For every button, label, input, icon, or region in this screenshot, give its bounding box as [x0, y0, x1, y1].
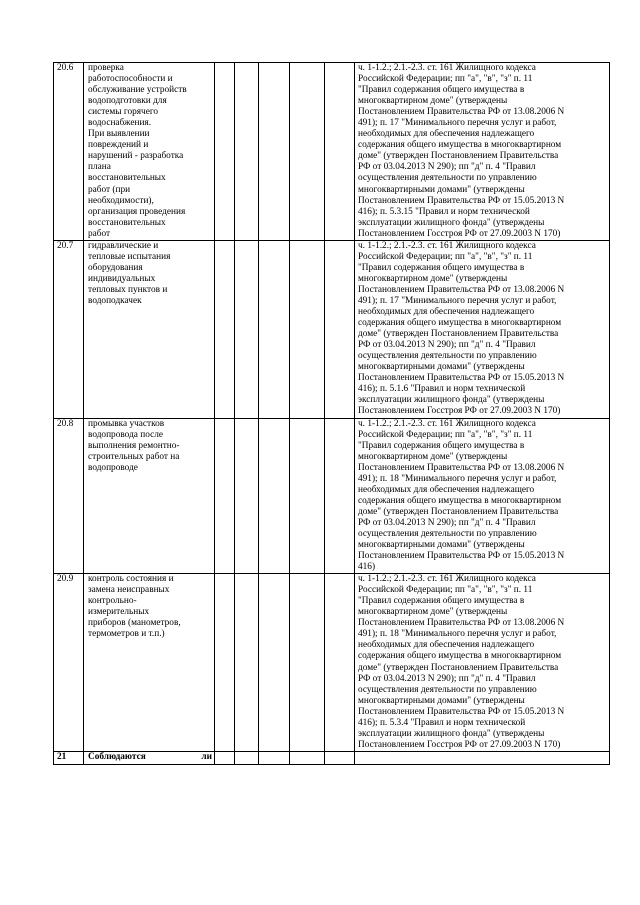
legal-basis-line: многоквартирными домами" (утверждены	[358, 695, 525, 706]
legal-basis-line: Постановлением Правительства РФ от 15.05.2013 N	[358, 195, 565, 206]
description-line: При выявлении	[88, 129, 150, 140]
legal-basis-line: доме" (утвержден Постановлением Правительства	[358, 506, 559, 517]
empty-cell	[290, 240, 325, 418]
description-line: необходимости),	[88, 195, 154, 206]
empty-cell	[355, 751, 610, 764]
empty-cell	[325, 418, 355, 574]
description-line: измерительных	[88, 607, 150, 618]
legal-basis-line: содержания общего имущества в многоквартирном	[358, 318, 562, 329]
empty-cell	[235, 63, 259, 241]
empty-cell	[290, 63, 325, 241]
legal-basis-line: Постановлением Правительства РФ от 13.08.2006 N	[358, 107, 565, 118]
empty-cell	[290, 418, 325, 574]
table-row	[54, 574, 610, 752]
legal-basis-line: эксплуатации жилищного фонда" (утверждены	[358, 728, 545, 739]
legal-basis-line: содержания общего имущества в многоквартирном	[358, 651, 562, 662]
legal-basis-line: 491); п. 18 "Минимального перечня услуг и работ,	[358, 629, 557, 640]
row-number: 20.8	[54, 418, 84, 574]
legal-basis-line: Постановлением Правительства РФ от 13.08.2006 N	[358, 618, 565, 629]
legal-basis-line: Постановлением Правительства РФ от 15.05.2013 N	[358, 551, 565, 562]
empty-cell	[259, 574, 290, 752]
table-body	[54, 63, 610, 765]
legal-basis-line: Постановлением Правительства РФ от 15.05.2013 N	[358, 373, 565, 384]
row-number: 21	[54, 751, 84, 764]
description-line	[88, 752, 212, 763]
description-line: восстановительных	[88, 217, 166, 228]
empty-cell	[235, 751, 259, 764]
legal-basis-line: ч. 1-1.2.; 2.1.-2.3. ст. 161 Жилищного кодекса	[358, 574, 536, 585]
legal-basis	[355, 240, 610, 418]
table-row	[54, 63, 610, 241]
description-line: контроль состояния и	[88, 574, 174, 585]
description-line: тепловых пунктов и	[88, 284, 168, 295]
legal-basis-line: многоквартирными домами" (утверждены	[358, 362, 525, 373]
legal-basis-line: необходимых для обеспечения надлежащего	[358, 484, 535, 495]
description-line: приборов (манометров,	[88, 618, 181, 629]
legal-basis-line: многоквартирном доме" (утверждены	[358, 96, 508, 107]
legal-basis-line: Российской Федерации; пп "а", "в", "з" п. 11	[358, 251, 533, 262]
empty-cell	[325, 574, 355, 752]
legal-basis-line: осуществления деятельности по управлению	[358, 528, 537, 539]
description-line: промывка участков	[88, 418, 165, 429]
description-line: работоспособности и	[88, 74, 173, 85]
empty-cell	[325, 751, 355, 764]
legal-basis	[355, 418, 610, 574]
legal-basis-line: "Правил содержания общего имущества в	[358, 596, 525, 607]
empty-cell	[215, 240, 235, 418]
legal-basis-line: 416); п. 5.3.15 "Правил и норм технической	[358, 206, 530, 217]
legal-basis-line: 491); п. 17 "Минимального перечня услуг и работ,	[358, 118, 557, 129]
description-line: работ (при	[88, 184, 131, 195]
empty-cell	[290, 751, 325, 764]
legal-basis-line: многоквартирном доме" (утверждены	[358, 607, 508, 618]
empty-cell	[259, 240, 290, 418]
legal-basis-line: 491); п. 17 "Минимального перечня услуг и работ,	[358, 295, 557, 306]
legal-basis-line: эксплуатации жилищного фонда" (утверждены	[358, 217, 545, 228]
legal-basis-line: 491); п. 18 "Минимального перечня услуг и работ,	[358, 473, 557, 484]
empty-cell	[259, 63, 290, 241]
empty-cell	[215, 751, 235, 764]
empty-cell	[325, 240, 355, 418]
legal-basis-line: "Правил содержания общего имущества в	[358, 262, 525, 273]
legal-basis-line: РФ от 03.04.2013 N 290); пп "д" п. 4 "Правил	[358, 340, 536, 351]
table-row	[54, 418, 610, 574]
empty-cell	[235, 418, 259, 574]
description-line: повреждений и	[88, 140, 149, 151]
legal-basis	[355, 63, 610, 241]
description-line: водоподготовки для	[88, 96, 167, 107]
legal-basis-line: "Правил содержания общего имущества в	[358, 85, 525, 96]
legal-basis-line: осуществления деятельности по управлению	[358, 351, 537, 362]
legal-basis-line: необходимых для обеспечения надлежащего	[358, 640, 535, 651]
empty-cell	[290, 574, 325, 752]
legal-basis-line: 416)	[358, 562, 376, 573]
work-description	[84, 751, 215, 764]
row-number: 20.6	[54, 63, 84, 241]
description-line: восстановительных	[88, 173, 166, 184]
legal-basis-line: доме" (утвержден Постановлением Правительства	[358, 662, 559, 673]
legal-basis-line: Постановлением Госстроя РФ от 27.09.2003 N 170)	[358, 228, 561, 239]
empty-cell	[235, 574, 259, 752]
legal-basis-line: ч. 1-1.2.; 2.1.-2.3. ст. 161 Жилищного кодекса	[358, 240, 536, 251]
description-line: строительных работ на	[88, 451, 180, 462]
description-line: работ	[88, 228, 111, 239]
description-line: нарушений - разработка	[88, 151, 184, 162]
description-line: индивидуальных	[88, 273, 156, 284]
requirements-table	[53, 62, 610, 765]
legal-basis-line: необходимых для обеспечения надлежащего	[358, 307, 535, 318]
description-line: водоснабжения.	[88, 118, 152, 129]
work-description	[84, 63, 215, 241]
description-line: водопровода после	[88, 429, 163, 440]
legal-basis-line: "Правил содержания общего имущества в	[358, 440, 525, 451]
legal-basis-line: РФ от 03.04.2013 N 290); пп "д" п. 4 "Правил	[358, 517, 536, 528]
legal-basis-line: Постановлением Госстроя РФ от 27.09.2003 N 170)	[358, 406, 561, 417]
empty-cell	[215, 418, 235, 574]
legal-basis-line: многоквартирном доме" (утверждены	[358, 451, 508, 462]
description-line: плана	[88, 162, 111, 173]
description-line: проверка	[88, 63, 124, 73]
legal-basis-line: эксплуатации жилищного фонда" (утверждены	[358, 395, 545, 406]
description-word: Соблюдаются	[88, 751, 146, 762]
description-line: организация проведения	[88, 206, 186, 217]
legal-basis-line: Постановлением Правительства РФ от 13.08.2006 N	[358, 462, 565, 473]
legal-basis-line: ч. 1-1.2.; 2.1.-2.3. ст. 161 Жилищного кодекса	[358, 63, 536, 73]
description-line: гидравлические и	[88, 240, 159, 251]
legal-basis-line: Российской Федерации; пп "а", "в", "з" п. 11	[358, 429, 533, 440]
description-line: водоподкачек	[88, 295, 142, 306]
legal-basis-line: Российской Федерации; пп "а", "в", "з" п. 11	[358, 74, 533, 85]
legal-basis-line: содержания общего имущества в многоквартирном	[358, 140, 562, 151]
description-line: водопроводе	[88, 462, 138, 473]
legal-basis-line: содержания общего имущества в многоквартирном	[358, 495, 562, 506]
description-word: ли	[201, 751, 212, 762]
legal-basis-line: РФ от 03.04.2013 N 290); пп "д" п. 4 "Правил	[358, 162, 536, 173]
description-line: оборудования	[88, 262, 143, 273]
legal-basis-line: осуществления деятельности по управлению	[358, 173, 537, 184]
description-line: выполнения ремонтно-	[88, 440, 180, 451]
empty-cell	[215, 574, 235, 752]
empty-cell	[259, 751, 290, 764]
legal-basis-line: Постановлением Правительства РФ от 15.05.2013 N	[358, 706, 565, 717]
legal-basis-line: Постановлением Госстроя РФ от 27.09.2003 N 170)	[358, 739, 561, 750]
legal-basis-line: Российской Федерации; пп "а", "в", "з" п. 11	[358, 585, 533, 596]
empty-cell	[325, 63, 355, 241]
row-number: 20.7	[54, 240, 84, 418]
legal-basis-line: 416); п. 5.3.4 "Правил и норм технической	[358, 717, 526, 728]
description-line: контрольно-	[88, 596, 137, 607]
legal-basis-line: Постановлением Правительства РФ от 13.08.2006 N	[358, 284, 565, 295]
description-line: системы горячего	[88, 107, 159, 118]
empty-cell	[259, 418, 290, 574]
description-line: обслуживание устройств	[88, 85, 187, 96]
legal-basis-line: многоквартирными домами" (утверждены	[358, 540, 525, 551]
legal-basis-line: доме" (утвержден Постановлением Правительства	[358, 151, 559, 162]
empty-cell	[235, 240, 259, 418]
description-line: тепловые испытания	[88, 251, 171, 262]
legal-basis-line: необходимых для обеспечения надлежащего	[358, 129, 535, 140]
empty-cell	[215, 63, 235, 241]
legal-basis-line: доме" (утвержден Постановлением Правительства	[358, 329, 559, 340]
legal-basis-line: ч. 1-1.2.; 2.1.-2.3. ст. 161 Жилищного кодекса	[358, 418, 536, 429]
legal-basis-line: 416); п. 5.1.6 "Правил и норм технической	[358, 384, 526, 395]
work-description	[84, 240, 215, 418]
work-description	[84, 418, 215, 574]
legal-basis-line: РФ от 03.04.2013 N 290); пп "д" п. 4 "Правил	[358, 673, 536, 684]
table-row	[54, 751, 610, 764]
row-number: 20.9	[54, 574, 84, 752]
legal-basis-line: многоквартирными домами" (утверждены	[358, 184, 525, 195]
legal-basis	[355, 574, 610, 752]
legal-basis-line: осуществления деятельности по управлению	[358, 684, 537, 695]
work-description	[84, 574, 215, 752]
description-line: замена неисправных	[88, 585, 170, 596]
table-row	[54, 240, 610, 418]
description-line: термометров и т.п.)	[88, 629, 165, 640]
legal-basis-line: многоквартирном доме" (утверждены	[358, 273, 508, 284]
